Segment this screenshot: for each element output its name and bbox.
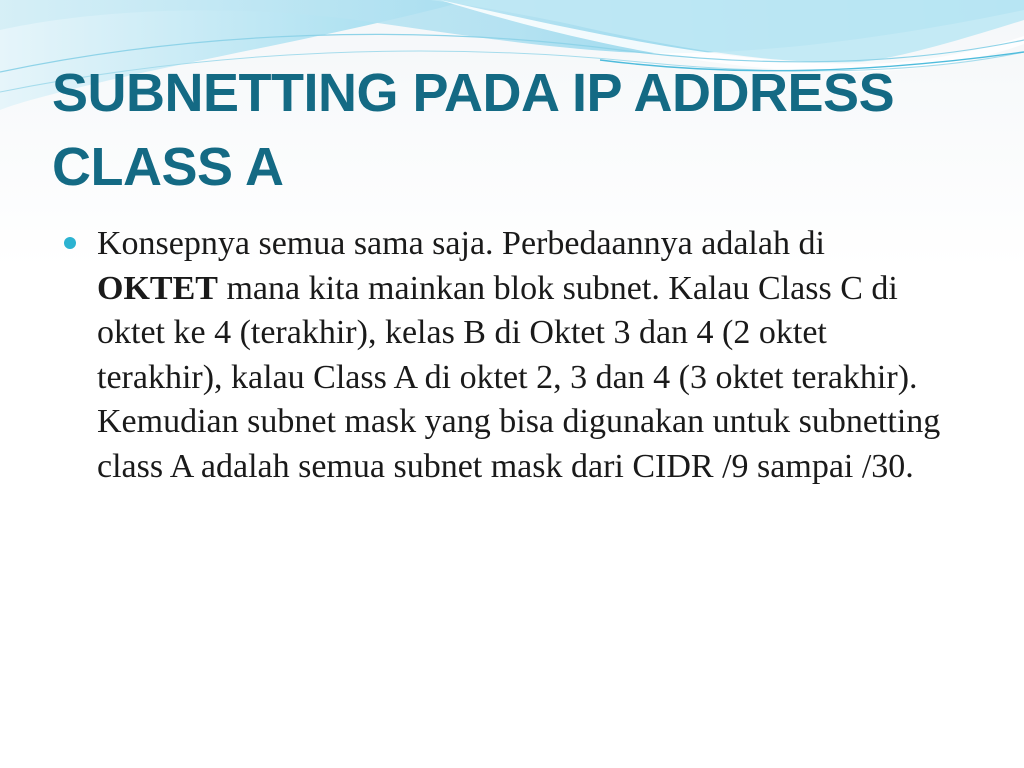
bullet-text — [97, 222, 950, 489]
bullet-item — [60, 222, 950, 489]
bullet-text-end: mana kita mainkan blok subnet. Kalau Class C di oktet ke 4 (terakhir), kelas B di Oktet 3 dan 4 (2 oktet terakhir), kalau Class A di oktet 2, 3 dan 4 (3 oktet terakhir). Kemudian subnet mask yang bisa digunakan untuk subnetting class A adalah semua subnet mask dari CIDR /9 sampai /30. — [97, 269, 941, 485]
bullet-text-start: Konsepnya semua sama saja. Perbedaannya adalah di — [97, 225, 825, 262]
slide-title: SUBNETTING PADA IP ADDRESS CLASS A — [52, 63, 895, 197]
bullet-text-bold: OKTET — [97, 269, 218, 307]
slide-content — [60, 222, 950, 489]
bullet-dot-icon — [64, 237, 76, 249]
